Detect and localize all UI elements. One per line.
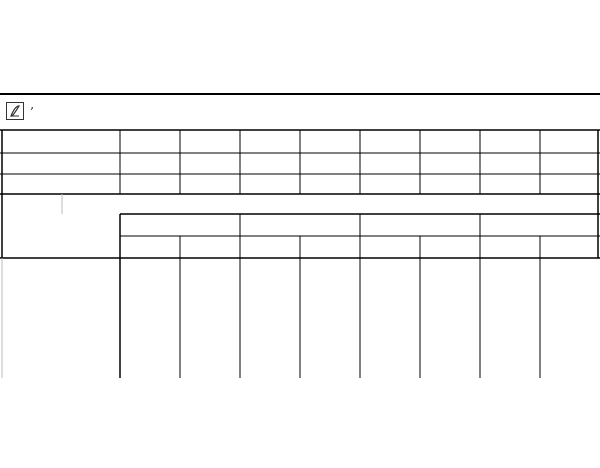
brand-mark-icon	[6, 102, 24, 120]
brand-logo	[4, 101, 124, 123]
brand-name: ’	[30, 105, 34, 119]
